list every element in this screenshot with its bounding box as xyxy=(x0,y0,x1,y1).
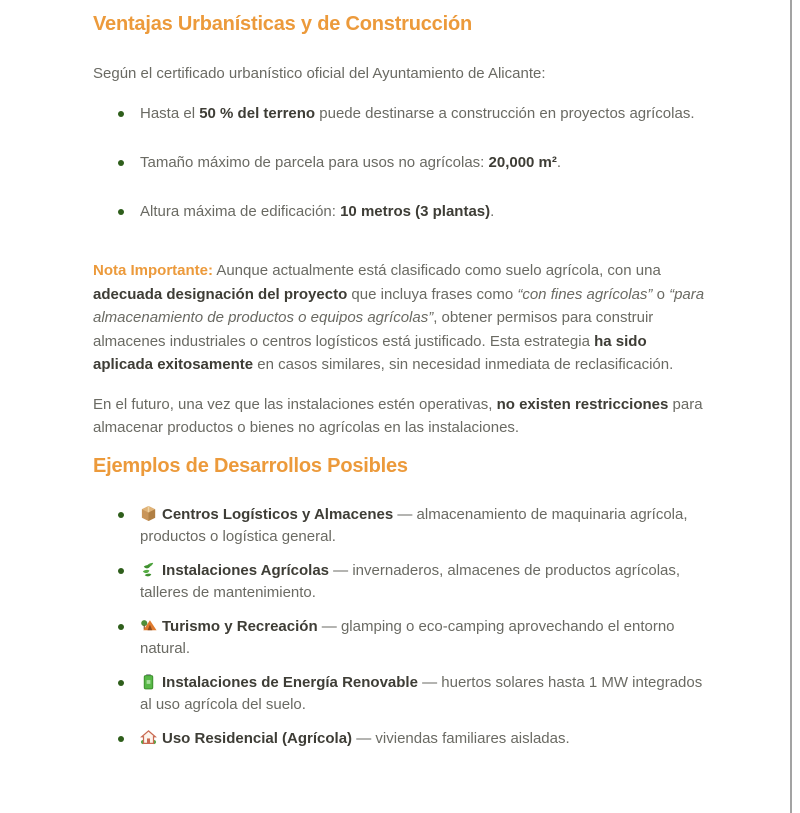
rule-text-bold: 10 metros (3 plantas) xyxy=(340,203,491,220)
house-garden-icon xyxy=(140,729,157,746)
example-desc: — huertos solares hasta 1 MW integrados al uso agrícola del suelo. xyxy=(140,673,703,713)
section-heading-ventajas: Ventajas Urbanísticas y de Construcción xyxy=(93,13,472,35)
list-item xyxy=(93,560,707,605)
note-quote: “para almacenamiento de productos o equipos agrícolas” xyxy=(93,285,705,326)
rule-text-pre: Tamaño máximo de parcela para usos no agrícolas: xyxy=(140,154,489,171)
construction-rules-list xyxy=(93,102,707,223)
bullet-marker-icon xyxy=(118,736,124,742)
bullet-marker-icon xyxy=(118,512,124,518)
note-text: en casos similares, sin necesidad inmediata de reclasificación. xyxy=(253,356,674,373)
list-item xyxy=(93,672,707,717)
herb-icon xyxy=(140,561,157,578)
example-desc: — glamping o eco-camping aprovechando el entorno natural. xyxy=(140,617,675,657)
bullet-marker-icon xyxy=(118,624,124,630)
example-desc: — almacenamiento de maquinaria agrícola, productos o logística general. xyxy=(140,505,688,545)
example-title: Instalaciones Agrícolas xyxy=(162,561,330,579)
future-text: En el futuro, una vez que las instalaciones estén operativas, xyxy=(93,395,497,413)
example-title: Centros Logísticos y Almacenes xyxy=(162,505,394,523)
bullet-marker-icon xyxy=(118,568,124,574)
list-item xyxy=(93,151,707,174)
list-item xyxy=(93,616,707,661)
rule-text-bold: 50 % del terreno xyxy=(199,105,316,122)
rule-text-post: . xyxy=(556,154,562,171)
example-title: Uso Residencial (Agrícola) xyxy=(162,729,353,747)
package-icon xyxy=(140,505,157,522)
rule-text-post: puede destinarse a construcción en proyectos agrícolas. xyxy=(315,105,695,122)
future-text: para almacenar productos o bienes no agrícolas en las instalaciones. xyxy=(93,395,703,436)
note-text: que incluya frases como xyxy=(347,285,518,303)
future-bold: no existen restricciones xyxy=(496,395,669,413)
note-bold: adecuada designación del proyecto xyxy=(93,285,348,303)
bullet-marker-icon xyxy=(118,160,124,166)
list-item xyxy=(93,504,707,549)
important-note-paragraph xyxy=(93,259,707,377)
example-desc: — viviendas familiares aisladas. xyxy=(352,729,570,747)
note-text: o xyxy=(652,285,670,303)
note-quote: “con fines agrícolas” xyxy=(517,285,653,303)
battery-icon xyxy=(140,673,157,690)
bullet-marker-icon xyxy=(118,111,124,117)
list-item xyxy=(93,200,707,223)
example-title: Instalaciones de Energía Renovable xyxy=(162,673,418,691)
rule-text-pre: Hasta el xyxy=(140,105,200,122)
note-bold: ha sido aplicada exitosamente xyxy=(93,332,647,373)
rule-text-bold: 20,000 m² xyxy=(488,154,557,171)
bullet-marker-icon xyxy=(118,680,124,686)
example-desc: — invernaderos, almacenes de productos agrícolas, talleres de mantenimiento. xyxy=(140,561,681,601)
note-label: Nota Importante: xyxy=(93,262,213,279)
note-text: Aunque actualmente está clasificado como suelo agrícola, con una xyxy=(213,262,661,279)
examples-list xyxy=(93,504,707,751)
rule-text-post: . xyxy=(490,203,495,220)
example-title: Turismo y Recreación xyxy=(162,617,318,635)
future-paragraph xyxy=(93,393,707,440)
list-item xyxy=(93,728,707,751)
scrollbar-track[interactable] xyxy=(790,0,792,813)
intro-paragraph: Según el certificado urbanístico oficial del Ayuntamiento de Alicante: xyxy=(93,65,546,82)
section-heading-ejemplos: Ejemplos de Desarrollos Posibles xyxy=(93,454,408,477)
rule-text-pre: Altura máxima de edificación: xyxy=(140,203,341,220)
bullet-marker-icon xyxy=(118,209,124,215)
note-text: , obtener permisos para construir almacenes industriales o centros logísticos está justificado. Esta estrategia xyxy=(93,309,654,350)
list-item xyxy=(93,102,707,125)
camping-icon xyxy=(140,617,157,634)
